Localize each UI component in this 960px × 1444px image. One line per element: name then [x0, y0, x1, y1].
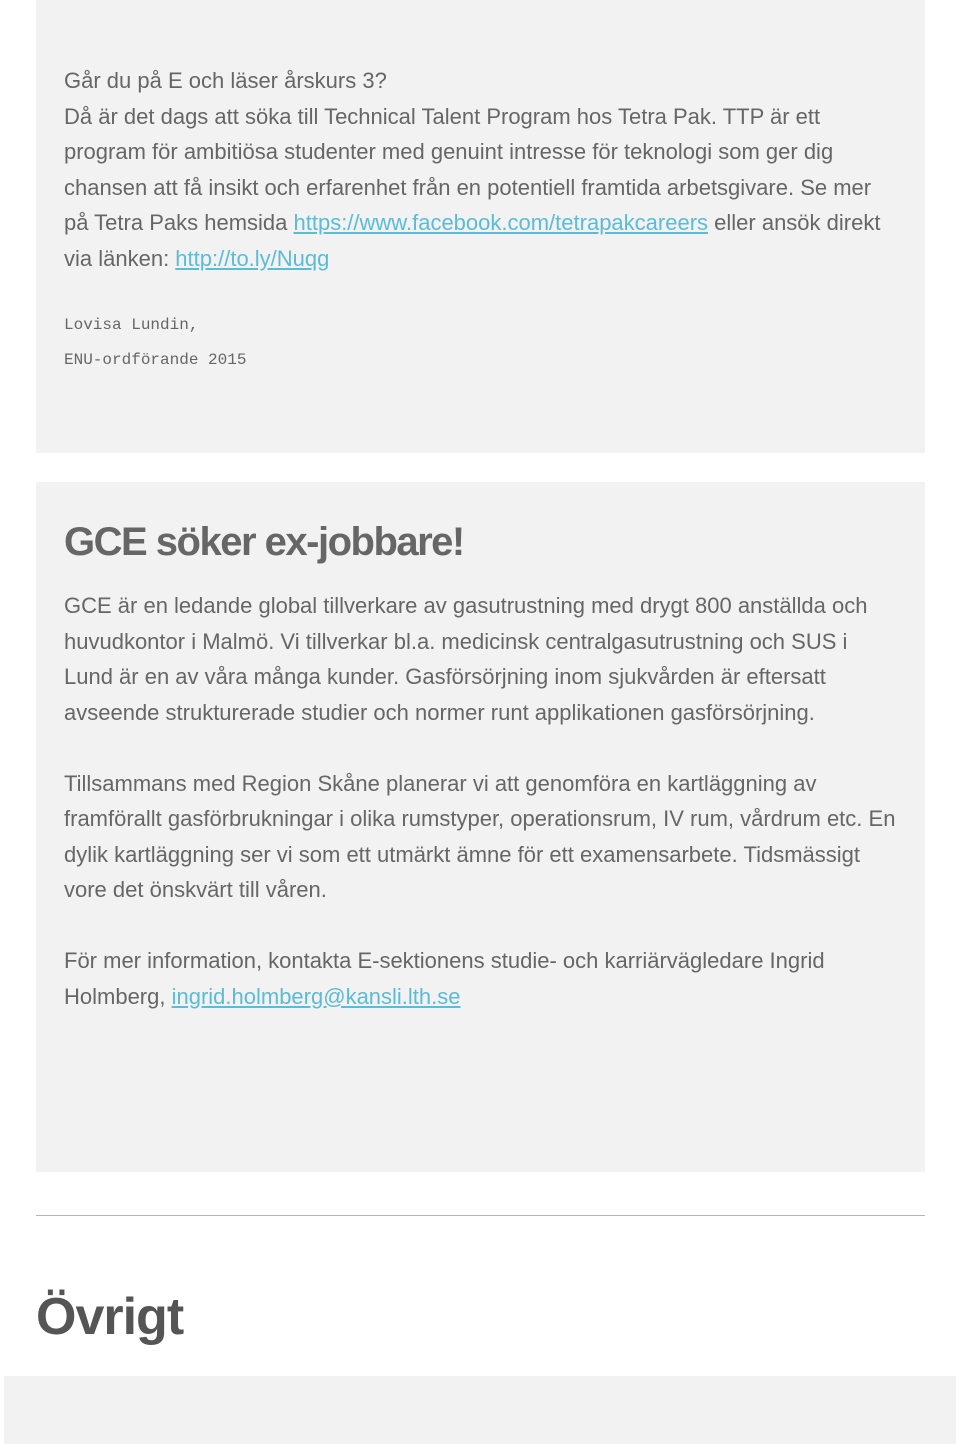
section-divider [36, 1215, 925, 1216]
gce-paragraph-1: GCE är en ledande global tillverkare av gasutrustning med drygt 800 anställda och huvudkontor i Malmö. Vi tillverkar bl.a. medicinsk centralgasutrustning och SUS i Lund är en av våra många kunder. Gasförsörjning inom sjukvården är eftersatt avseende strukturerade studier och normer runt applikationen gasförsörjning. [64, 593, 868, 725]
gce-paragraph-2: Tillsammans med Region Skåne planerar vi att genomföra en kartläggning av framförallt gasförbrukningar i olika rumstyper, operationsrum, IV rum, vårdrum etc. En dylik kartläggning ser vi som ett utmärkt ämne för ett examensarbete. Tidsmässigt vore det önskvärt till våren. [64, 770, 896, 902]
gce-contact [64, 943, 897, 1014]
intro-line: Går du på E och läser årskurs 3? [64, 68, 387, 93]
tetra-description [64, 99, 897, 277]
ovrigt-content-box [4, 1376, 956, 1444]
tetra-pak-article [36, 0, 925, 453]
tetrapak-careers-link[interactable]: https://www.facebook.com/tetrapakcareers [293, 210, 709, 235]
apply-link[interactable]: http://to.ly/Nuqg [175, 245, 330, 271]
signature-title: ENU-ordförande 2015 [64, 351, 247, 369]
tetra-description-text: Då är det dags att söka till Technical Talent Program hos Tetra Pak. TTP är ett program för ambitiösa studenter med genuint intresse för teknologi som ger dig chansen att få insikt och erfarenhet från en potentiell framtida arbetsgivare. Se mer på Tetra Paks hemsida [64, 103, 872, 235]
contact-email-link[interactable]: ingrid.holmberg@kansli.lth.se [171, 983, 461, 1009]
signature-name: Lovisa Lundin, [64, 316, 199, 334]
tetra-description-connector: eller ansök direkt via länken: [64, 210, 881, 271]
section-title-ovrigt: Övrigt [36, 1288, 184, 1346]
gce-article [36, 482, 925, 1172]
gce-contact-text: För mer information, kontakta E-sektionens studie- och karriärvägledare Ingrid Holmberg, [64, 948, 825, 1009]
gce-title: GCE söker ex-jobbare! [64, 520, 464, 564]
